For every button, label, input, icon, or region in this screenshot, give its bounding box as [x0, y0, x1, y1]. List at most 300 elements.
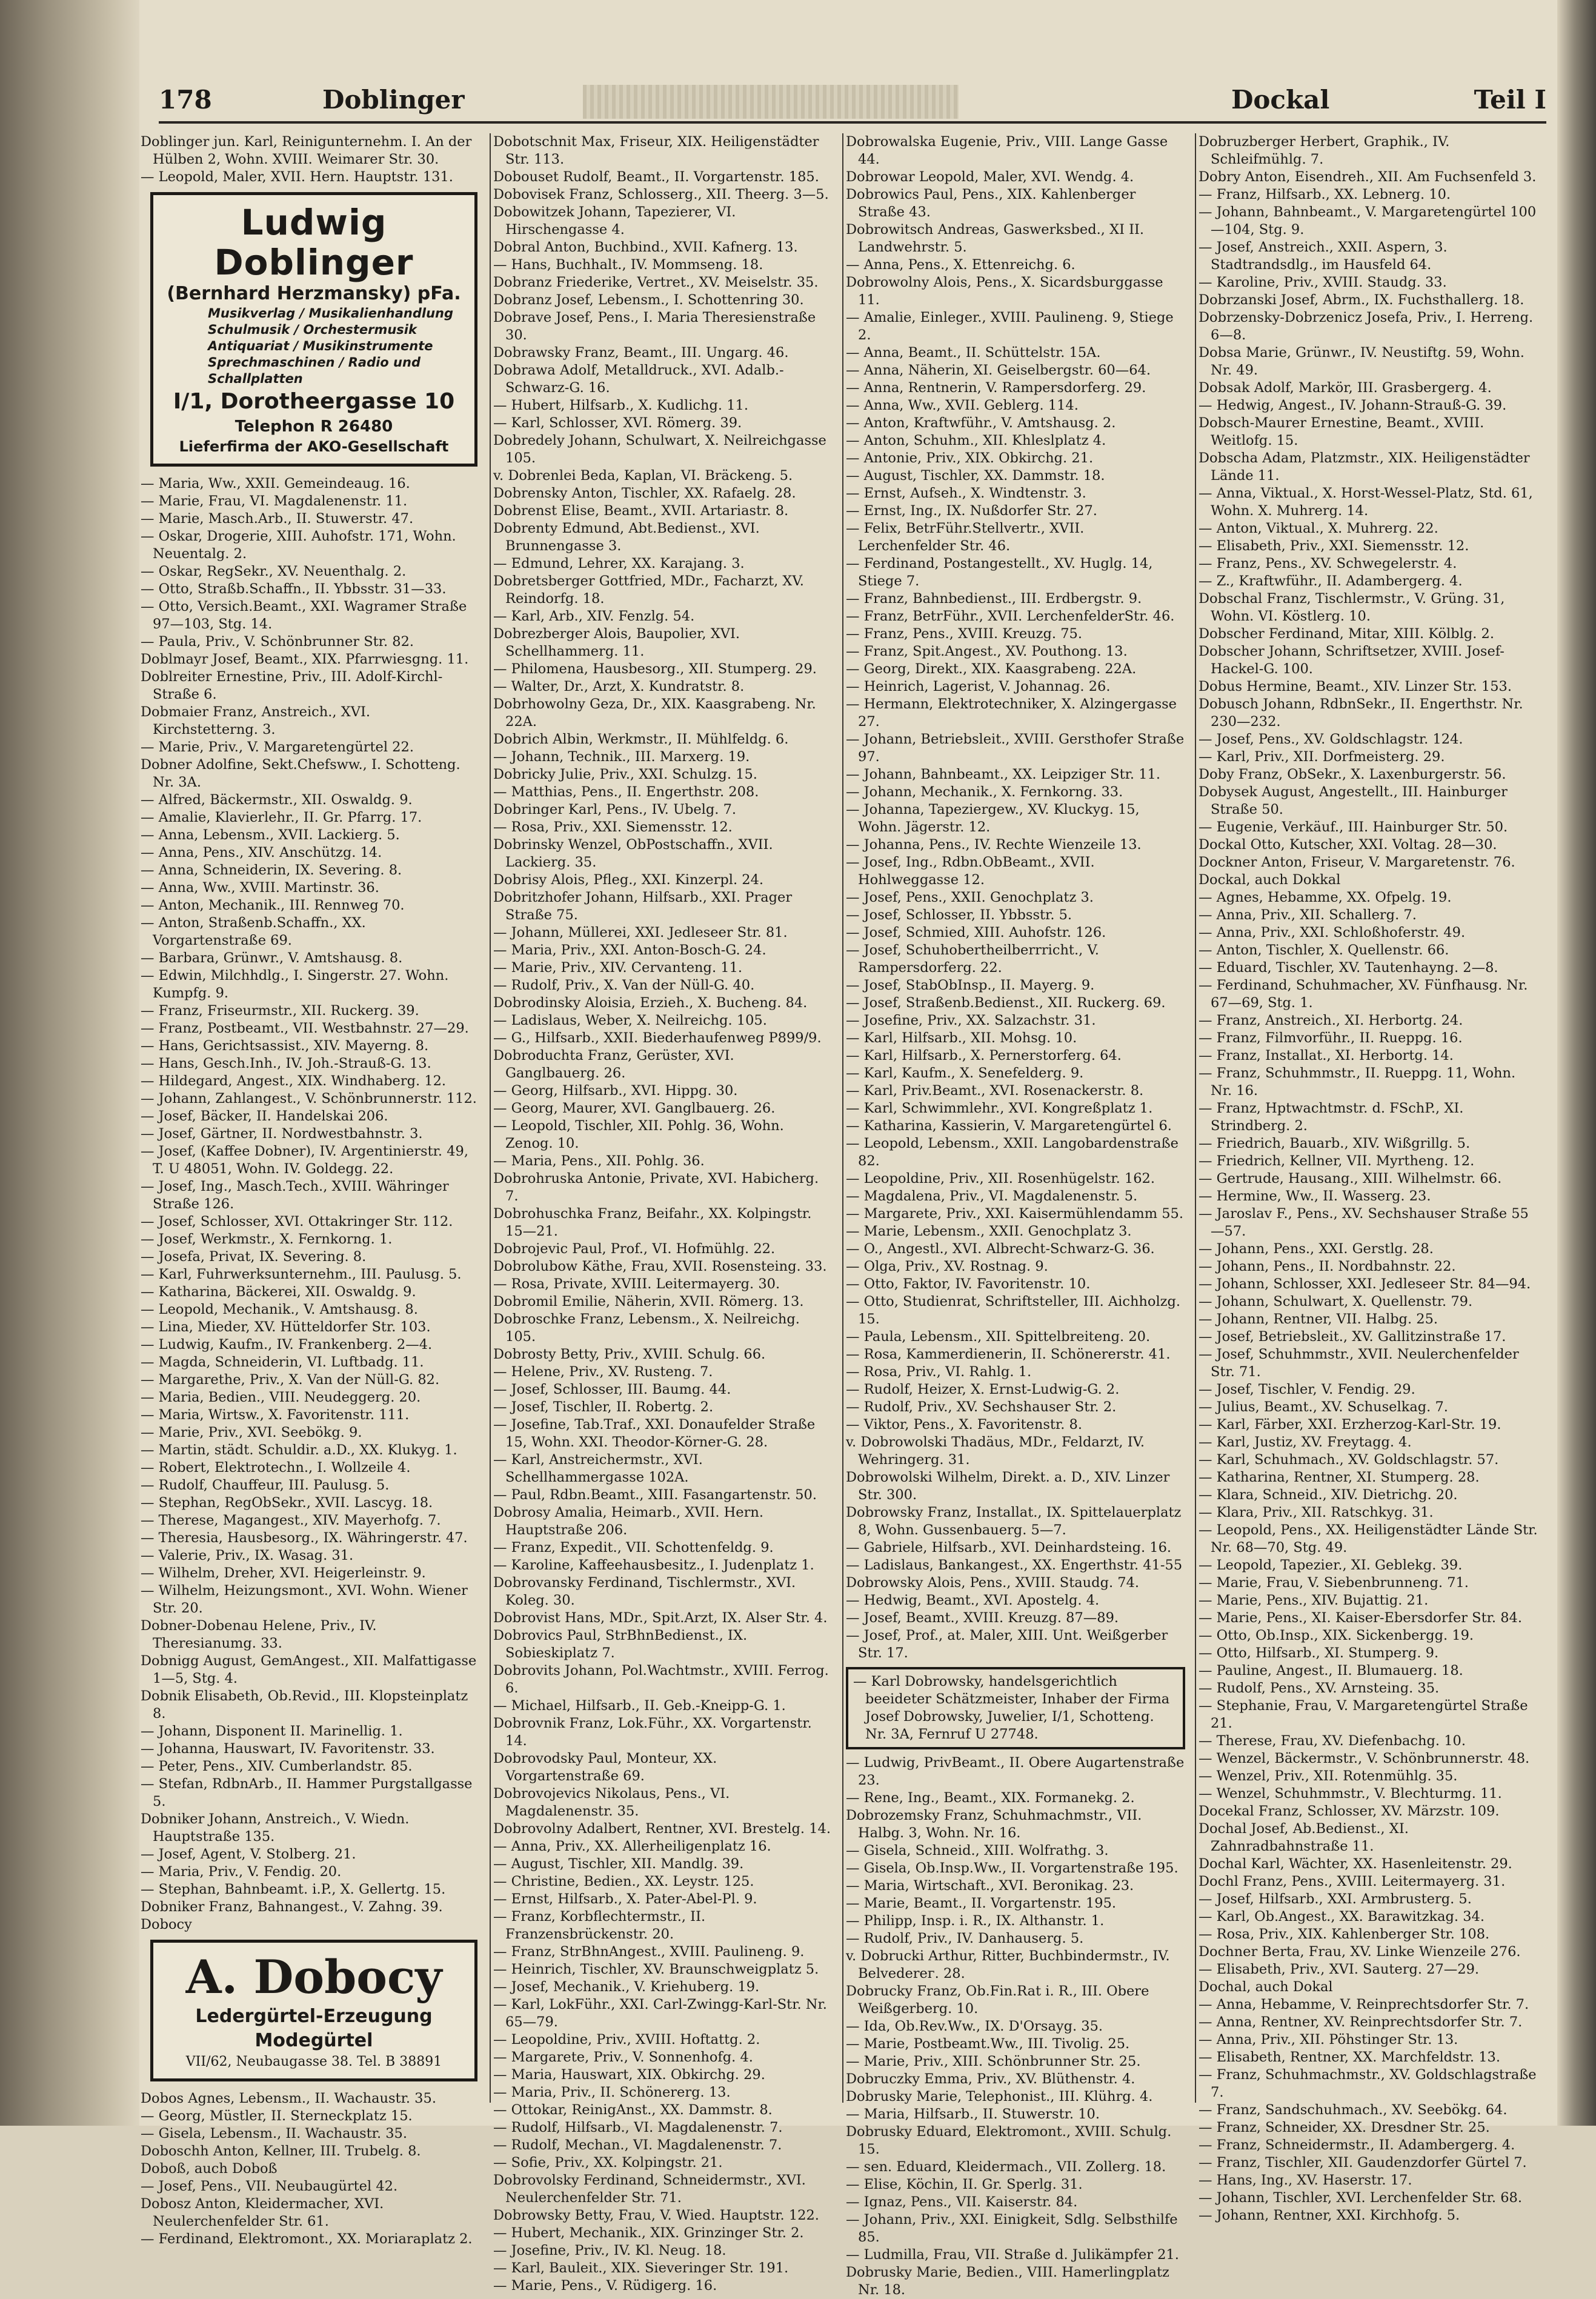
- directory-entry: — Theresia, Hausbesorg., IX. Währingerstr. 47.: [141, 1530, 468, 1546]
- directory-entry: Dobsch-Maurer Ernestine, Beamt., XVIII. Weitlofg. 15.: [1199, 415, 1485, 448]
- directory-entry: — Helene, Priv., XV. Rusteng. 7.: [493, 1364, 713, 1380]
- directory-entry: — Rudolf, Heizer, X. Ernst-Ludwig-G. 2.: [846, 1382, 1120, 1397]
- directory-entry: — Rudolf, Mechan., VI. Magdalenenstr. 7.: [493, 2137, 782, 2153]
- ad-dobocy: [150, 1940, 477, 2081]
- directory-entry: — Pauline, Angest., II. Blumauerg. 18.: [1199, 1663, 1463, 1679]
- directory-entry: — Leopold, Maler, XVII. Hern. Hauptstr. 131.: [141, 169, 453, 185]
- directory-entry: Dobrezberger Alois, Baupolier, XVI. Schellhammerg. 11.: [493, 626, 740, 659]
- directory-entry: — Leopoldine, Priv., XVIII. Hoftattg. 2.: [493, 2032, 760, 2048]
- column-rule: [1195, 133, 1196, 2103]
- column-2: [493, 133, 833, 2294]
- directory-entry: Dobrawsky Franz, Beamt., III. Ungarg. 46.: [493, 345, 789, 361]
- ad-line: Sprechmaschinen / Radio und: [208, 355, 421, 370]
- directory-entry: — Maria, Priv., XXI. Anton-Bosch-G. 24.: [493, 942, 766, 958]
- directory-entry: — Ladislaus, Weber, X. Neilreichg. 105.: [493, 1013, 767, 1028]
- directory-entry: Dockal Otto, Kutscher, XXI. Voltag. 28—30.: [1199, 837, 1497, 853]
- directory-entry: — Josef, (Kaffee Dobner), IV. Argentinierstr. 49, T. U 48051, Wohn. IV. Goldegg. 22.: [141, 1143, 468, 1177]
- directory-entry: — Johann, Zahlangest., V. Schönbrunnerstr. 112.: [141, 1091, 477, 1106]
- directory-entry: — Franz, StrBhnAngest., XVIII. Paulineng. 9.: [493, 1944, 805, 1960]
- directory-entry: — Hans, Buchhalt., IV. Mommseng. 18.: [493, 257, 763, 273]
- directory-entry: Dochl Franz, Pens., XVIII. Leitermayerg. 31.: [1199, 1874, 1506, 1889]
- ad-subtitle: (Bernhard Herzmansky) pFa.: [167, 283, 461, 304]
- directory-entry: Dobysek August, Angestellt., III. Hainburger Straße 50.: [1199, 784, 1508, 817]
- directory-entry: Dobrovist Hans, MDr., Spit.Arzt, IX. Alser Str. 4.: [493, 1610, 828, 1626]
- directory-entry: — Josef, Schlosser, XVI. Ottakringer Str. 112.: [141, 1214, 453, 1229]
- directory-entry: — Anna, Beamt., II. Schüttelstr. 15A.: [846, 345, 1101, 361]
- directory-entry: — Walter, Dr., Arzt, X. Kundratstr. 8.: [493, 679, 745, 694]
- directory-entry: — Josefa, Privat, IX. Severing. 8.: [141, 1249, 367, 1265]
- directory-entry: Dobrowolski Wilhelm, Direkt. a. D., XIV. Linzer Str. 300.: [846, 1469, 1170, 1503]
- directory-entry: Dobrawa Adolf, Metalldruck., XVI. Adalb.-Schwarz-G. 16.: [493, 362, 784, 396]
- directory-entry: — Rudolf, Priv., IV. Danhauserg. 5.: [846, 1931, 1084, 1946]
- directory-entry: — Hubert, Mechanik., XIX. Grinzinger Str. 2.: [493, 2225, 804, 2241]
- directory-entry: — Jaroslav F., Pens., XV. Sechshauser Straße 55—57.: [1199, 1206, 1529, 1239]
- ad-line: Antiquariat / Musikinstrumente: [208, 339, 433, 353]
- directory-entry: — Oskar, RegSekr., XV. Neuenthalg. 2.: [141, 564, 407, 579]
- directory-entry: — Philipp, Insp. i. R., IX. Althanstr. 1.: [846, 1913, 1105, 1929]
- directory-entry: — Anton, Kraftwführ., V. Amtshausg. 2.: [846, 415, 1116, 431]
- directory-entry: Doboschh Anton, Kellner, III. Trubelg. 8.: [141, 2143, 421, 2159]
- directory-entry: — Felix, BetrFühr.Stellvertr., XVII. Lerchenfelder Str. 46.: [846, 521, 1085, 554]
- directory-entry: Dobrisy Alois, Pfleg., XXI. Kinzerpl. 24.: [493, 872, 764, 888]
- directory-entry: — Johanna, Tapeziergew., XV. Kluckyg. 15, Wohn. Jägerstr. 12.: [846, 802, 1140, 835]
- directory-entry: — Karl, Bauleit., XIX. Sieveringer Str. 191.: [493, 2260, 789, 2276]
- directory-entry: — Franz, Spit.Angest., XV. Pouthong. 13.: [846, 644, 1128, 659]
- directory-entry: — Viktor, Pens., X. Favoritenstr. 8.: [846, 1417, 1082, 1432]
- directory-entry: — Rudolf, Priv., XV. Sechshauser Str. 2.: [846, 1399, 1117, 1415]
- directory-entry: — Johann, Technik., III. Marxerg. 19.: [493, 749, 750, 765]
- directory-entry: — Christine, Bedien., XX. Leystr. 125.: [493, 1874, 754, 1889]
- directory-entry: Dockal, auch Dokkal: [1199, 872, 1341, 888]
- directory-entry: — Otto, Ob.Insp., XIX. Sickenbergg. 19.: [1199, 1628, 1474, 1643]
- directory-entry: Dobrich Albin, Werkmstr., II. Mühlfeldg. 6.: [493, 731, 789, 747]
- directory-entry: — Karl Dobrowsky, handelsgerichtlich beeideter Schätzmeister, Inhaber der Firma Josef Dobrowsky, Juwelier, I/1, Schotteng. Nr. 3A, Fernruf U 27748.: [853, 1674, 1170, 1742]
- ad-firm: Lieferfirma der AKO-Gesellschaft: [179, 438, 449, 455]
- directory-entry: — Maria, Pens., XII. Pohlg. 36.: [493, 1153, 705, 1169]
- directory-entry: Dobus Hermine, Beamt., XIV. Linzer Str. 153.: [1199, 679, 1512, 694]
- directory-entry: — Marie, Lebensm., XXII. Genochplatz 3.: [846, 1223, 1132, 1239]
- column-3: [846, 133, 1185, 2298]
- directory-entry: Dobrohruska Antonie, Private, XVI. Habicherg. 7.: [493, 1171, 819, 1204]
- directory-entry: — Ernst, Aufseh., X. Windtenstr. 3.: [846, 485, 1086, 501]
- directory-entry: — Marie, Priv., XIV. Cervanteng. 11.: [493, 960, 743, 976]
- directory-entry: — Ludmilla, Frau, VII. Straße d. Julikämpfer 21.: [846, 2247, 1179, 2263]
- directory-entry: — Anna, Ww., XVIII. Martinstr. 36.: [141, 880, 379, 896]
- directory-entry: — Wilhelm, Dreher, XVI. Heigerleinstr. 9.: [141, 1565, 426, 1581]
- directory-entry: — Josef, Ing., Masch.Tech., XVIII. Währinger Straße 126.: [141, 1179, 449, 1212]
- directory-entry: — Johann, Disponent II. Marinellig. 1.: [141, 1723, 403, 1739]
- directory-entry: — Wenzel, Priv., XII. Rotenmühlg. 35.: [1199, 1768, 1458, 1784]
- directory-entry: — Maria, Wirtschaft., XVI. Beronikag. 23.: [846, 1878, 1134, 1894]
- directory-entry: — Josef, Schuhmmstr., XVII. Neulerchenfelder Str. 71.: [1199, 1346, 1519, 1380]
- directory-entry: — Hedwig, Angest., IV. Johann-Strauß-G. 39.: [1199, 398, 1507, 413]
- directory-entry: Dobrowolny Alois, Pens., X. Sicardsburggasse 11.: [846, 274, 1163, 308]
- directory-entry: — Rudolf, Chauffeur, III. Paulusg. 5.: [141, 1477, 390, 1493]
- directory-entry: — Josef, Anstreich., XXII. Aspern, 3. Stadtrandsdlg., im Hausfeld 64.: [1199, 239, 1448, 273]
- directory-entry: — Stefan, RdbnArb., II. Hammer Purgstallgasse 5.: [141, 1776, 473, 1809]
- ad-ludwig-doblinger: [150, 192, 477, 467]
- directory-entry: — Hildegard, Angest., XIX. Windhaberg. 12.: [141, 1073, 447, 1089]
- directory-entry: — Margarete, Priv., V. Sonnenhofg. 4.: [493, 2049, 753, 2065]
- directory-entry: — Karl, Priv.Beamt., XVI. Rosenackerstr. 8.: [846, 1083, 1144, 1099]
- directory-entry: Dochal, auch Dokal: [1199, 1979, 1333, 1995]
- directory-entry: — Wenzel, Bäckermstr., V. Schönbrunnerstr. 48.: [1199, 1751, 1530, 1766]
- directory-entry: — Ladislaus, Bankangest., XX. Engerthstr. 41-55: [846, 1557, 1183, 1573]
- directory-entry: — Ernst, Ing., IX. Nußdorfer Str. 27.: [846, 503, 1097, 519]
- directory-entry: Dobrenst Elise, Beamt., XVII. Artariastr. 8.: [493, 503, 789, 519]
- directory-entry: — Barbara, Grünwr., V. Amtshausg. 8.: [141, 950, 403, 966]
- directory-entry: — Rosa, Priv., XIX. Kahlenberger Str. 108.: [1199, 1926, 1490, 1942]
- directory-entry: — Marie, Priv., XIII. Schönbrunner Str. 25.: [846, 2054, 1141, 2069]
- directory-entry: — Maria, Hauswart, XIX. Obkirchg. 29.: [493, 2067, 765, 2083]
- directory-entry: — Josef, Pens., XXII. Genochplatz 3.: [846, 890, 1094, 905]
- directory-entry: Dobrosty Betty, Priv., XVIII. Schulg. 66.: [493, 1346, 766, 1362]
- directory-entry: — Johann, Schulwart, X. Quellenstr. 79.: [1199, 1294, 1473, 1309]
- directory-entry: — Johann, Priv., XXI. Einigkeit, Sdlg. Selbsthilfe 85.: [846, 2212, 1178, 2245]
- directory-entry: — Franz, Schneidermstr., II. Adambergerg. 4.: [1199, 2137, 1515, 2153]
- page-header: [159, 85, 1546, 124]
- ad-phone: Telephon R 26480: [234, 418, 393, 436]
- directory-entry: Dobrenty Edmund, Abt.Bedienst., XVI. Brunnengasse 3.: [493, 521, 760, 554]
- directory-entry: Dobner-Dobenau Helene, Priv., IV. Theresianumg. 33.: [141, 1618, 377, 1651]
- directory-entry: — Josefine, Priv., XX. Salzachstr. 31.: [846, 1013, 1096, 1028]
- header-part: Teil I: [1474, 85, 1546, 115]
- directory-entry: — Karl, Hilfsarb., XII. Mohsg. 10.: [846, 1030, 1077, 1046]
- column-4-entries: [1199, 133, 1538, 2224]
- boxed-entry: [846, 1667, 1185, 1749]
- directory-entry: — Karl, Schlosser, XVI. Römerg. 39.: [493, 415, 742, 431]
- directory-entry: — Karl, Färber, XXI. Erzherzog-Karl-Str. 19.: [1199, 1417, 1501, 1432]
- directory-entry: — Hedwig, Beamt., XVI. Apostelg. 4.: [846, 1592, 1100, 1608]
- directory-entry: v. Dobrucki Arthur, Ritter, Buchbindermstr., IV. Belvederег. 28.: [846, 1948, 1170, 1981]
- directory-entry: — Georg, Maurer, XVI. Ganglbauerg. 26.: [493, 1100, 776, 1116]
- directory-entry: — Therese, Frau, XV. Diefenbachg. 10.: [1199, 1733, 1466, 1749]
- directory-entry: Dobrovics Paul, StrBhnBedienst., IX. Sobieskiplatz 7.: [493, 1628, 748, 1661]
- directory-entry: — Otto, Faktor, IV. Favoritenstr. 10.: [846, 1276, 1091, 1292]
- directory-entry: — Josef, Tischler, II. Robertg. 2.: [493, 1399, 714, 1415]
- directory-entry: — Leopold, Lebensm., XXII. Langobardenstraße 82.: [846, 1136, 1179, 1169]
- directory-entry: Dobrusky Eduard, Elektromont., XVIII. Schulg. 15.: [846, 2124, 1172, 2157]
- directory-entry: — Otto, Hilfsarb., XI. Stumperg. 9.: [1199, 1645, 1439, 1661]
- directory-entry: — Josef, Hilfsarb., XXI. Armbrusterg. 5.: [1199, 1891, 1472, 1907]
- directory-entry: — Franz, Expedit., VII. Schottenfeldg. 9.: [493, 1540, 774, 1555]
- directory-entry: — Josef, Gärtner, II. Nordwestbahnstr. 3.: [141, 1126, 423, 1142]
- directory-entry: — Eugenie, Verkäuf., III. Hainburger Str. 50.: [1199, 819, 1508, 835]
- directory-entry: — Leopold, Tapezier., XI. Geblekg. 39.: [1199, 1557, 1463, 1573]
- directory-entry: — Valerie, Priv., IX. Wasag. 31.: [141, 1548, 354, 1563]
- directory-entry: — Klara, Schneid., XIV. Dietrichg. 20.: [1199, 1487, 1458, 1503]
- directory-entry: — Martin, städt. Schuldir. a.D., XX. Klukyg. 1.: [141, 1442, 457, 1458]
- directory-entry: — Therese, Magangest., XIV. Mayerhofg. 7.: [141, 1512, 441, 1528]
- directory-entry: — Katharina, Bäckerei, XII. Oswaldg. 9.: [141, 1284, 416, 1300]
- directory-entry: — Maria, Hilfsarb., II. Stuwerstr. 10.: [846, 2106, 1100, 2122]
- directory-entry: — Marie, Masch.Arb., II. Stuwerstr. 47.: [141, 511, 414, 527]
- directory-entry: — Johann, Pens., XXI. Gerstlg. 28.: [1199, 1241, 1434, 1257]
- directory-entry: — Stephanie, Frau, V. Margaretengürtel Straße 21.: [1199, 1698, 1528, 1731]
- directory-entry: Dobner Adolfine, Sekt.Chefsww., I. Schotteng. Nr. 3A.: [141, 757, 461, 790]
- directory-entry: — Elise, Köchin, II. Gr. Sperlg. 31.: [846, 2177, 1083, 2192]
- directory-entry: — Marie, Frau, V. Siebenbrunneng. 71.: [1199, 1575, 1469, 1591]
- directory-entry: — Paula, Lebensm., XII. Spittelbreiteng. 20.: [846, 1329, 1151, 1345]
- directory-entry: Dobrowsky Franz, Installat., IX. Spittelauerplatz 8, Wohn. Gussenbauerg. 5—7.: [846, 1505, 1182, 1538]
- column-4: [1199, 133, 1538, 2223]
- directory-entry: Dobrucky Franz, Ob.Fin.Rat i. R., III. Obere Weißgerberg. 10.: [846, 1983, 1149, 2017]
- directory-entry: — Anna, Ww., XVII. Geblerg. 114.: [846, 398, 1079, 413]
- directory-entry: — Franz, Postbeamt., VII. Westbahnstr. 27—29.: [141, 1020, 469, 1036]
- directory-entry: — Franz, Schuhmmstr., II. Rueppg. 11, Wohn. Nr. 16.: [1199, 1065, 1516, 1099]
- directory-entry: Dobrovojevics Nikolaus, Pens., VI. Magdalenenstr. 35.: [493, 1786, 730, 1819]
- directory-entry: — Leopoldine, Priv., XII. Rosenhügelstr. 162.: [846, 1171, 1155, 1186]
- column-3-part-b: [846, 1754, 1185, 2299]
- directory-entry: — Hans, Ing., XV. Haserstr. 17.: [1199, 2172, 1412, 2188]
- faded-stamp: [583, 85, 959, 119]
- directory-entry: — Karl, Hilfsarb., X. Pernerstorferg. 64.: [846, 1048, 1122, 1063]
- directory-entry: — Franz, Friseurmstr., XII. Ruckerg. 39.: [141, 1003, 419, 1019]
- directory-entry: — Stephan, RegObSekr., XVII. Lascyg. 18.: [141, 1495, 433, 1511]
- directory-entry: — Margarete, Priv., XXI. Kaisermühlendamm 55.: [846, 1206, 1184, 1222]
- directory-entry: — August, Tischler, XX. Dammstr. 18.: [846, 468, 1105, 484]
- directory-entry: — Ludwig, PrivBeamt., II. Obere Augartenstraße 23.: [846, 1755, 1185, 1788]
- directory-entry: Dobrave Josef, Pens., I. Maria Theresienstraße 30.: [493, 310, 816, 343]
- directory-entry: — Ottokar, ReinigAnst., XX. Dammstr. 8.: [493, 2102, 773, 2118]
- directory-entry: Dobricky Julie, Priv., XXI. Schulzg. 15.: [493, 767, 757, 782]
- directory-entry: — Rudolf, Priv., X. Van der Nüll-G. 40.: [493, 977, 755, 993]
- directory-entry: Dobmaier Franz, Anstreich., XVI. Kirchstetterng. 3.: [141, 704, 371, 737]
- directory-entry: — Marie, Postbeamt.Ww., III. Tivolig. 25.: [846, 2036, 1130, 2052]
- directory-entry: Dobniker Johann, Anstreich., V. Wiedn. Hauptstraße 135.: [141, 1811, 410, 1845]
- directory-entry: — Leopold, Pens., XX. Heiligenstädter Lände Str. Nr. 68—70, Stg. 49.: [1199, 1522, 1538, 1555]
- directory-entry: — Johann, Betriebsleit., XVIII. Gersthofer Straße 97.: [846, 731, 1185, 765]
- directory-entry: — Anna, Rentnerin, V. Rampersdorferg. 29.: [846, 380, 1146, 396]
- directory-entry: — Marie, Beamt., II. Vorgartenstr. 195.: [846, 1895, 1117, 1911]
- directory-entry: Dobrowitsch Andreas, Gaswerksbed., XI II. Landwehrstr. 5.: [846, 222, 1145, 255]
- directory-entry: v. Dobrowolski Thadäus, MDr., Feldarzt, IV. Wehringerg. 31.: [846, 1434, 1145, 1468]
- directory-entry: — Anna, Näherin, XI. Geiselbergstr. 60—64.: [846, 362, 1151, 378]
- directory-entry: — Franz, Tischler, XII. Gaudenzdorfer Gürtel 7.: [1199, 2155, 1527, 2171]
- directory-entry: — Ferdinand, Postangestellt., XV. Huglg. 14, Stiege 7.: [846, 556, 1153, 589]
- directory-entry: — Edwin, Milchhdlg., I. Singerstr. 27. Wohn. Kumpfg. 9.: [141, 968, 449, 1001]
- directory-entry: Dobruczky Emma, Priv., XV. Blüthenstr. 4.: [846, 2071, 1135, 2087]
- directory-entry: Dobscha Adam, Platzmstr., XIX. Heiligenstädter Lände 11.: [1199, 450, 1530, 484]
- directory-entry: Dobscher Johann, Schriftsetzer, XVIII. Josef-Hackel-G. 100.: [1199, 644, 1505, 677]
- directory-entry: — Gisela, Schneid., XIII. Wolfrathg. 3.: [846, 1843, 1109, 1858]
- directory-entry: Dobrojevic Paul, Prof., VI. Hofmühlg. 22.: [493, 1241, 776, 1257]
- directory-entry: — Maria, Wirtsw., X. Favoritenstr. 111.: [141, 1407, 410, 1423]
- directory-entry: — Josef, Pens., VII. Neubaugürtel 42.: [141, 2178, 398, 2194]
- directory-entry: — Johann, Tischler, XVI. Lerchenfelder Str. 68.: [1199, 2190, 1523, 2206]
- directory-entry: Dobnigg August, GemAngest., XII. Malfattigasse 1—5, Stg. 4.: [141, 1653, 477, 1686]
- directory-entry: — Magda, Schneiderin, VI. Luftbadg. 11.: [141, 1354, 424, 1370]
- directory-entry: Dobruzberger Herbert, Graphik., IV. Schleifmühlg. 7.: [1199, 134, 1450, 167]
- directory-entry: — Otto, Studienrat, Schriftsteller, III. Aichholzg. 15.: [846, 1294, 1181, 1327]
- directory-entry: — Josefine, Priv., IV. Kl. Neug. 18.: [493, 2243, 727, 2258]
- directory-entry: Dobsak Adolf, Markör, III. Grasbergerg. 4.: [1199, 380, 1492, 396]
- directory-entry: Dobrohuschka Franz, Beifahr., XX. Kolpingstr. 15—21.: [493, 1206, 812, 1239]
- directory-entry: Doby Franz, ObSekr., X. Laxenburgerstr. 56.: [1199, 767, 1506, 782]
- directory-entry: — Rene, Ing., Beamt., XIX. Formanekg. 2.: [846, 1790, 1135, 1806]
- directory-entry: — Elisabeth, Rentner, XX. Marchfeldstr. 13.: [1199, 2049, 1501, 2065]
- directory-entry: — Josef, Schmied, XIII. Auhofstr. 126.: [846, 925, 1106, 940]
- directory-entry: — Paula, Priv., V. Schönbrunner Str. 82.: [141, 634, 414, 650]
- directory-entry: Dobrowsky Betty, Frau, V. Wied. Hauptstr. 122.: [493, 2208, 819, 2223]
- directory-entry: — Elisabeth, Priv., XVI. Sauterg. 27—29.: [1199, 1961, 1480, 1977]
- directory-entry: Dobringer Karl, Pens., IV. Ubelg. 7.: [493, 802, 737, 817]
- directory-entry: — Marie, Pens., XIV. Bujattig. 21.: [1199, 1592, 1429, 1608]
- directory-entry: Dobroschke Franz, Lebensm., X. Neilreichg. 105.: [493, 1311, 800, 1345]
- directory-entry: — Franz, BetrFühr., XVII. LerchenfelderStr. 46.: [846, 608, 1175, 624]
- directory-entry: — Edmund, Lehrer, XX. Karajang. 3.: [493, 556, 745, 571]
- directory-entry: — Georg, Müstler, II. Sterneckplatz 15.: [141, 2108, 413, 2124]
- directory-entry: — Hans, Gerichtsassist., XIV. Mayerng. 8.: [141, 1038, 429, 1054]
- directory-entry: Dobrowics Paul, Pens., XIX. Kahlenberger Straße 43.: [846, 187, 1136, 220]
- directory-entry: — Josef, Bäcker, II. Handelskai 206.: [141, 1108, 388, 1124]
- directory-entry: Dobovisek Franz, Schlosserg., XII. Theerg. 3—5.: [493, 187, 829, 202]
- directory-entry: — Marie, Frau, VI. Magdalenenstr. 11.: [141, 493, 408, 509]
- directory-entry: Dobredely Johann, Schulwart, X. Neilreichgasse 105.: [493, 433, 826, 466]
- directory-entry: Dobrowar Leopold, Maler, XVI. Wendg. 4.: [846, 169, 1134, 185]
- directory-entry: Dobouset Rudolf, Beamt., II. Vorgartenstr. 185.: [493, 169, 819, 185]
- directory-entry: — Josef, Tischler, V. Fendig. 29.: [1199, 1382, 1415, 1397]
- directory-entry: — Agnes, Hebamme, XX. Ofpelg. 19.: [1199, 890, 1452, 905]
- directory-entry: — Rosa, Kammerdienerin, II. Schönererstr. 41.: [846, 1346, 1171, 1362]
- directory-entry: — Karl, Schuhmach., XV. Goldschlagstr. 57.: [1199, 1452, 1499, 1468]
- directory-entry: — Elisabeth, Priv., XXI. Siemensstr. 12.: [1199, 538, 1469, 554]
- directory-entry: — Leopold, Mechanik., V. Amtshausg. 8.: [141, 1302, 418, 1317]
- directory-entry: — Franz, Schuhmachmstr., XV. Goldschlagstraße 7.: [1199, 2067, 1537, 2100]
- directory-entry: — Olga, Priv., XV. Rostnag. 9.: [846, 1259, 1048, 1274]
- header-right-word: Dockal: [1231, 85, 1330, 115]
- directory-entry: — Marie, Pens., XI. Kaiser-Ebersdorfer Str. 84.: [1199, 1610, 1522, 1626]
- directory-entry: — Anna, Pens., X. Ettenreichg. 6.: [846, 257, 1076, 273]
- directory-entry: Dochner Berta, Frau, XV. Linke Wienzeile 276.: [1199, 1944, 1521, 1960]
- directory-entry: — Oskar, Drogerie, XIII. Auhofstr. 171, Wohn. Neuentalg. 2.: [141, 528, 456, 562]
- directory-entry: — Josef, Ing., Rdbn.ObBeamt., XVII. Hohlweggasse 12.: [846, 854, 1095, 888]
- directory-entry: Dobrzanski Josef, Abrm., IX. Fuchsthallerg. 18.: [1199, 292, 1525, 308]
- directory-entry: — Karl, Justiz, XV. Freytagg. 4.: [1199, 1434, 1412, 1450]
- directory-entry: Dobranz Friederike, Vertret., XV. Meiselstr. 35.: [493, 274, 819, 290]
- directory-entry: — Amalie, Einleger., XVIII. Paulineng. 9, Stiege 2.: [846, 310, 1174, 343]
- directory-entry: Dobschal Franz, Tischlermstr., V. Grüng. 31, Wohn. VI. Köstlerg. 10.: [1199, 591, 1505, 624]
- directory-entry: — Maria, Priv., V. Fendig. 20.: [141, 1864, 342, 1880]
- directory-entry: Dobrowsky Alois, Pens., XVIII. Staudg. 74.: [846, 1575, 1140, 1591]
- directory-entry: — Katharina, Kassierin, V. Margaretengürtel 6.: [846, 1118, 1172, 1134]
- directory-entry: — Michael, Hilfsarb., II. Geb.-Kneipp-G. 1.: [493, 1698, 786, 1714]
- book-spine-shadow: [0, 0, 139, 2126]
- directory-entry: Dobocy: [141, 1917, 192, 1932]
- directory-entry: Dobrovodsky Paul, Monteur, XX. Vorgartenstraße 69.: [493, 1751, 717, 1784]
- directory-entry: — Hermann, Elektrotechniker, X. Alzingergasse 27.: [846, 696, 1177, 730]
- directory-entry: — Franz, Installat., XI. Herbortg. 14.: [1199, 1048, 1454, 1063]
- directory-entry: — Johann, Rentner, XXI. Kirchhofg. 5.: [1199, 2208, 1460, 2223]
- directory-entry: — Gabriele, Hilfsarb., XVI. Deinhardsteing. 16.: [846, 1540, 1172, 1555]
- ad-line: Ledergürtel-Erzeugung: [195, 2006, 433, 2027]
- directory-entry: — Karoline, Priv., XVIII. Staudg. 33.: [1199, 274, 1447, 290]
- directory-entry: — Josef, Beamt., XVIII. Kreuzg. 87—89.: [846, 1610, 1119, 1626]
- directory-entry: — Marie, Priv., V. Margaretengürtel 22.: [141, 739, 414, 755]
- directory-entry: — Franz, Pens., XVIII. Kreuzg. 75.: [846, 626, 1082, 642]
- directory-entry: — Georg, Direkt., XIX. Kaasgrabeng. 22A.: [846, 661, 1137, 677]
- directory-entry: — Franz, Korbflechtermstr., II. Franzensbrückenstr. 20.: [493, 1909, 706, 1942]
- directory-entry: — Franz, Hptwachtmstr. d. FSchP., XI. Strindberg. 2.: [1199, 1100, 1464, 1134]
- directory-entry: Dobrusky Marie, Telephonist., III. Klührg. 4.: [846, 2089, 1153, 2104]
- directory-entry: — G., Hilfsarb., XXII. Biederhaufenweg P899/9.: [493, 1030, 822, 1046]
- directory-entry: — Franz, Anstreich., XI. Herbortg. 24.: [1199, 1013, 1463, 1028]
- directory-entry: Dobrowalska Eugenie, Priv., VIII. Lange Gasse 44.: [846, 134, 1168, 167]
- directory-entry: Dobrolubow Käthe, Frau, XVII. Rosensteing. 33.: [493, 1259, 827, 1274]
- directory-entry: — Ferdinand, Schuhmacher, XV. Fünfhausg. Nr. 67—69, Stg. 1.: [1199, 977, 1528, 1011]
- directory-entry: — Ferdinand, Elektromont., XX. Moriaraplatz 2.: [141, 2231, 473, 2247]
- directory-entry: Docekal Franz, Schlosser, XV. Märzstr. 109.: [1199, 1803, 1500, 1819]
- directory-entry: — Hans, Gesch.Inh., IV. Joh.-Strauß-G. 13.: [141, 1056, 431, 1071]
- directory-entry: — Rosa, Private, XVIII. Leitermayerg. 30.: [493, 1276, 780, 1292]
- directory-entry: — Karl, LokFühr., XXI. Carl-Zwingg-Karl-Str. Nr. 65—79.: [493, 1997, 827, 2030]
- directory-entry: — Karl, Schwimmlehr., XVI. Kongreßplatz 1.: [846, 1100, 1153, 1116]
- directory-entry: — Franz, Pens., XV. Schwegelerstr. 4.: [1199, 556, 1457, 571]
- directory-entry: — Johann, Pens., II. Nordbahnstr. 22.: [1199, 1259, 1456, 1274]
- directory-entry: — Eduard, Tischler, XV. Tautenhayng. 2—8.: [1199, 960, 1498, 976]
- column-rule: [842, 133, 843, 2103]
- directory-entry: — Amalie, Klavierlehr., II. Gr. Pfarrg. 17.: [141, 810, 422, 825]
- directory-entry: Dochal Josef, Ab.Bedienst., XI. Zahnradbahnstraße 11.: [1199, 1821, 1409, 1854]
- directory-entry: Dobusch Johann, RdbnSekr., II. Engerthstr. Nr. 230—232.: [1199, 696, 1523, 730]
- directory-entry: Dobosz Anton, Kleidermacher, XVI. Neulerchenfelder Str. 61.: [141, 2196, 384, 2229]
- ad-line: Modegürtel: [254, 2030, 373, 2051]
- directory-entry: Dobroduchta Franz, Gerüster, XVI. Ganglbauerg. 26.: [493, 1048, 734, 1081]
- directory-entry: — Paul, Rdbn.Beamt., XIII. Fasangartenstr. 50.: [493, 1487, 817, 1503]
- directory-entry: — Philomena, Hausbesorg., XII. Stumperg. 29.: [493, 661, 817, 677]
- directory-entry: — Anton, Mechanik., III. Rennweg 70.: [141, 897, 405, 913]
- directory-entry: — Anna, Rentner, XV. Reinprechtsdorfer Str. 7.: [1199, 2014, 1523, 2030]
- page-number: 178: [159, 85, 212, 115]
- directory-entry: — Matthias, Pens., II. Engerthstr. 208.: [493, 784, 759, 800]
- directory-entry: — Anna, Hebamme, V. Reinprechtsdorfer Str. 7.: [1199, 1997, 1529, 2012]
- directory-entry: — Josef, Werkmstr., X. Fernkorng. 1.: [141, 1231, 393, 1247]
- directory-entry: Doblinger jun. Karl, Reinigunternehm. I. An der Hülben 2, Wohn. XVIII. Weimarer Str. 30.: [141, 134, 472, 167]
- directory-entry: — Franz, Filmvorführ., II. Rueppg. 16.: [1199, 1030, 1463, 1046]
- directory-entry: — Georg, Hilfsarb., XVI. Hippg. 30.: [493, 1083, 738, 1099]
- directory-entry: — Ignaz, Pens., VII. Kaiserstr. 84.: [846, 2194, 1078, 2210]
- directory-entry: Dobniker Franz, Bahnangest., V. Zahng. 39.: [141, 1899, 443, 1915]
- directory-entry: Dobrensky Anton, Tischler, XX. Rafaelg. 28.: [493, 485, 796, 501]
- directory-entry: Dochal Karl, Wächter, XX. Hasenleitenstr. 29.: [1199, 1856, 1512, 1872]
- directory-entry: — Josef, Schlosser, II. Ybbsstr. 5.: [846, 907, 1072, 923]
- directory-entry: — Wilhelm, Heizungsmont., XVI. Wohn. Wiener Str. 20.: [141, 1583, 468, 1616]
- directory-entry: Dobsa Marie, Grünwr., IV. Neustiftg. 59, Wohn. Nr. 49.: [1199, 345, 1525, 378]
- directory-entry: Doboß, auch Doboß: [141, 2161, 278, 2177]
- column-rule: [490, 133, 491, 2103]
- directory-entry: — Anna, Pens., XIV. Anschützg. 14.: [141, 845, 382, 860]
- directory-entry: — Magdalena, Priv., VI. Magdalenenstr. 5.: [846, 1188, 1138, 1204]
- directory-entry: Dobrovnik Franz, Lok.Führ., XX. Vorgartenstr. 14.: [493, 1715, 812, 1749]
- directory-entry: — Stephan, Bahnbeamt. i.P., X. Gellertg. 15.: [141, 1881, 446, 1897]
- directory-entry: Dobrusky Marie, Bedien., VIII. Hamerlingplatz Nr. 18.: [846, 2264, 1169, 2298]
- directory-entry: — Ernst, Hilfsarb., X. Pater-Abel-Pl. 9.: [493, 1891, 757, 1907]
- directory-entry: — Johanna, Pens., IV. Rechte Wienzeile 13.: [846, 837, 1142, 853]
- directory-entry: — Margarethe, Priv., X. Van der Nüll-G. 82.: [141, 1372, 440, 1388]
- directory-entry: — Anna, Priv., XX. Allerheiligenplatz 16.: [493, 1838, 771, 1854]
- directory-entry: — Heinrich, Tischler, XV. Braunschweigplatz 5.: [493, 1961, 819, 1977]
- directory-entry: — O., Angestl., XVI. Albrecht-Schwarz-G. 36.: [846, 1241, 1155, 1257]
- directory-entry: — Wenzel, Schuhmmstr., V. Blechturmg. 11.: [1199, 1786, 1502, 1802]
- directory-entry: Dobrodinsky Aloisia, Erzieh., X. Bucheng. 84.: [493, 995, 808, 1011]
- directory-entry: — Anna, Lebensm., XVII. Lackierg. 5.: [141, 827, 400, 843]
- directory-entry: — Anna, Priv., XII. Schallerg. 7.: [1199, 907, 1417, 923]
- directory-entry: — Otto, Versich.Beamt., XXI. Wagramer Straße 97—103, Stg. 14.: [141, 599, 467, 632]
- directory-entry: — Gisela, Lebensm., II. Wachaustr. 35.: [141, 2126, 408, 2141]
- directory-entry: — Johann, Bahnbeamt., XX. Leipziger Str. 11.: [846, 767, 1161, 782]
- directory-entry: — Karl, Fuhrwerksunternehm., III. Paulusg. 5.: [141, 1266, 462, 1282]
- directory-entry: — Josef, Schuhobertheilberrricht., V. Rampersdorferg. 22.: [846, 942, 1099, 976]
